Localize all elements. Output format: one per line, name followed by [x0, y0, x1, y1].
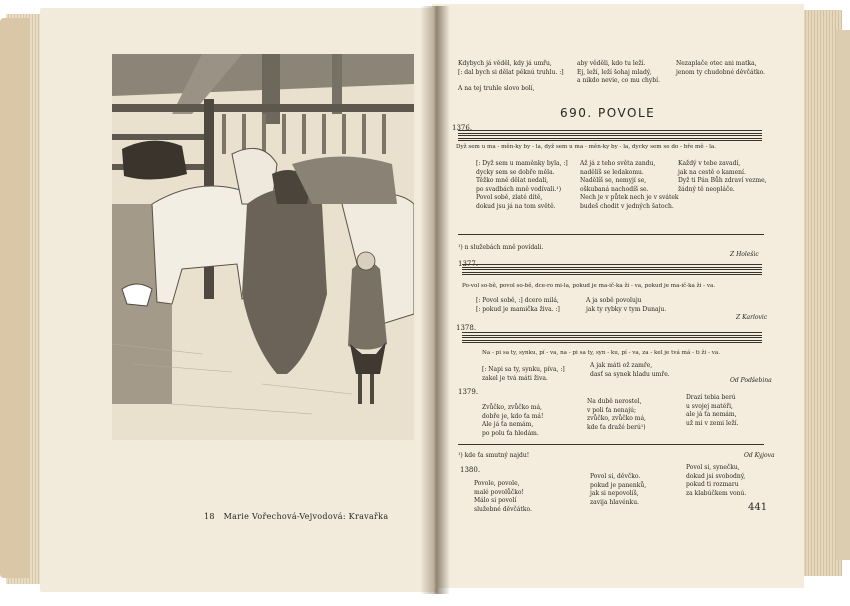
divider-rule — [458, 444, 764, 445]
illustration-caption — [204, 512, 388, 521]
divider-rule — [458, 234, 764, 235]
song-lyric-underlay: Po-vol so-bě, povol so-bě, dce-ro mi-la, pokud je ma-ič-ka ži - va, pokud je ma-ič-ka ži - va. — [462, 283, 716, 289]
verse-col — [590, 362, 670, 379]
verse-line: po polu ťa hledám. — [482, 429, 539, 437]
verse-line: Dyž ti Pán Bůh zdraví vezme, — [678, 177, 767, 184]
verse-col — [580, 160, 679, 211]
verse-line: aby věděli, kdo tu leží. — [577, 60, 646, 67]
song-origin: Od Podšebina — [730, 377, 772, 384]
verse-line: Povol si, synečku, — [686, 464, 740, 471]
verse-line: jak si nepovolíš, — [590, 490, 639, 497]
verse-col — [586, 297, 666, 314]
verse-line: a nikdo nevie, co mu chybí. — [577, 77, 660, 84]
verse-line: zakel je tvá máti živa. — [482, 374, 548, 382]
book-cover-left — [0, 18, 30, 578]
song-number: 1377. — [458, 260, 479, 268]
verse-col — [482, 366, 565, 383]
music-staff — [462, 332, 762, 342]
verse-line: Nadělíš se, nemyjí se, — [580, 177, 647, 184]
verse-line: za klabúčkem vonú. — [686, 489, 747, 497]
top-verse-col-2 — [577, 60, 660, 86]
verse-line: A ja sobě povoluju — [586, 297, 642, 304]
verse-line: A jak máti ož zamře, — [590, 362, 653, 369]
song-number: 1379. — [458, 388, 479, 396]
verse-line: budeš chodit v jedných šatoch. — [580, 202, 674, 210]
verse-line: nadělíš se ledakomu. — [580, 168, 644, 176]
verse-line: dycky sem se dobře měla. — [476, 168, 555, 176]
song-number: 1376. — [452, 124, 473, 132]
verse-col — [474, 480, 532, 514]
verse-col — [678, 160, 767, 194]
verse-line: dokud jsi svobodný, — [686, 472, 746, 480]
verse-line: Drazí tebia berú — [686, 394, 736, 401]
footnote: ¹) kde ťa smutný najdu! — [458, 452, 530, 459]
footnote: ¹) n služebách mně povídali. — [458, 244, 544, 251]
book-cover-right — [836, 30, 850, 560]
verse-line: Ale já ťa nemám, — [482, 421, 534, 428]
verse-line: Nezaplače otec ani matka, — [676, 60, 757, 67]
verse-line: Nech je v půtek nech je v svátek — [580, 194, 679, 201]
verse-line: oškubaná nachodíš se. — [580, 185, 649, 193]
verse-line: Povole, povole, — [474, 480, 520, 487]
verse-line: dokud jsu já na tom světě. — [476, 202, 556, 210]
verse-col — [476, 297, 560, 314]
verse-line: zvůčko, zvůčko má, — [587, 415, 646, 422]
song-number: 1380. — [460, 466, 481, 474]
verse-line: Povol sobě, zlaté dítě, — [476, 194, 543, 201]
verse-line: jak na cestě o kamení. — [678, 168, 746, 176]
verse-line: [: Dyž sem u maměnky byla, :] — [476, 160, 568, 167]
book-gutter — [420, 6, 450, 594]
verse-line: po svadbách mně vodívali.¹) — [476, 185, 562, 193]
song-origin: Od Kyjova — [744, 452, 775, 459]
verse-line: žádný tě neopláče. — [678, 185, 735, 193]
verse-line: Každý v tebe zavadí, — [678, 160, 741, 167]
caption-number: 18 — [204, 512, 215, 521]
verse-line: A na tej truhle slovo bolí, — [458, 85, 535, 92]
verse-col — [590, 473, 646, 507]
verse-line: malé povolůčko! — [474, 488, 524, 496]
verse-line: dasť sa synek hladu umře. — [590, 370, 670, 378]
verse-col — [587, 398, 646, 432]
verse-line: Na dubě nerostel, — [587, 398, 642, 405]
top-verse-col-3 — [676, 60, 765, 77]
song-origin: Z Karlovic — [736, 314, 768, 321]
verse-col — [476, 160, 568, 211]
song-lyric-underlay: Na - pi sa ty, synku, pí - va, na - pi sa ty, syn - ku, pí - va, za - kel je tvá má - ti ži - va. — [482, 350, 721, 356]
verse-line: [: Povol sobě, :] dcero milá, — [476, 297, 559, 304]
section-title: 690. POVOLE — [560, 106, 656, 120]
verse-line: dobře je, kdo ťa má! — [482, 412, 544, 420]
verse-line: zavija hlavénku. — [590, 498, 639, 506]
verse-line: [: dal bych si dělat pěknú truhlu. :] — [458, 68, 564, 76]
cows-in-barn-drawing — [112, 54, 414, 440]
song-number: 1378. — [456, 324, 477, 332]
caption-text: Marie Vořechová-Vejvodová: Kravařka — [223, 512, 389, 521]
verse-line: [: pokud je mamička živa. :] — [476, 305, 560, 313]
verse-line: u svojej matéři, — [686, 402, 733, 410]
verse-col — [686, 394, 738, 428]
music-staff — [462, 264, 762, 274]
verse-line: ale já ťa nemám, — [686, 411, 737, 418]
verse-line: pokud ti rozmaru — [686, 481, 739, 488]
verse-line: služebné děvčátko. — [474, 505, 532, 513]
page-number: 441 — [748, 502, 768, 513]
barn-illustration — [112, 54, 414, 440]
verse-line: Povol si, děvčko. — [590, 473, 641, 480]
verse-line: pokud je panenků, — [590, 481, 647, 489]
verse-line: Ej, leží, leží šohaj mladý, — [577, 68, 652, 76]
verse-line: Kdybych já věděl, kdy já umřu, — [458, 60, 552, 67]
verse-line: jak ty rybky v tym Dunaju. — [586, 305, 667, 313]
top-verse-col-1 — [458, 60, 564, 94]
verse-line: Málo si povolí — [474, 497, 517, 504]
music-staff — [458, 130, 762, 140]
song-lyric-underlay: Dyž sem u ma - měn-ky by - la, dyž sem u ma - měn-ky by - la, dycky sem se do - bře mě - la. — [456, 144, 717, 150]
verse-line: Až já z teho světa zandu, — [580, 160, 656, 167]
verse-line: [: Napi sa ty, synku, píva, :] — [482, 366, 565, 373]
verse-col — [482, 404, 543, 438]
verse-line: kde ťa dražé berú¹) — [587, 423, 646, 431]
verse-line: Zvůčko, zvůčko má, — [482, 404, 542, 411]
verse-line: Těžko mně dělat nedali, — [476, 177, 549, 184]
verse-line: už mi v zemi leží. — [686, 419, 739, 427]
song-origin: Z Holešic — [730, 251, 759, 258]
verse-line: v poli ťa nenajú; — [587, 406, 636, 414]
verse-line: jenom ty chudobné děvčátko. — [676, 68, 766, 76]
verse-col — [686, 464, 746, 498]
